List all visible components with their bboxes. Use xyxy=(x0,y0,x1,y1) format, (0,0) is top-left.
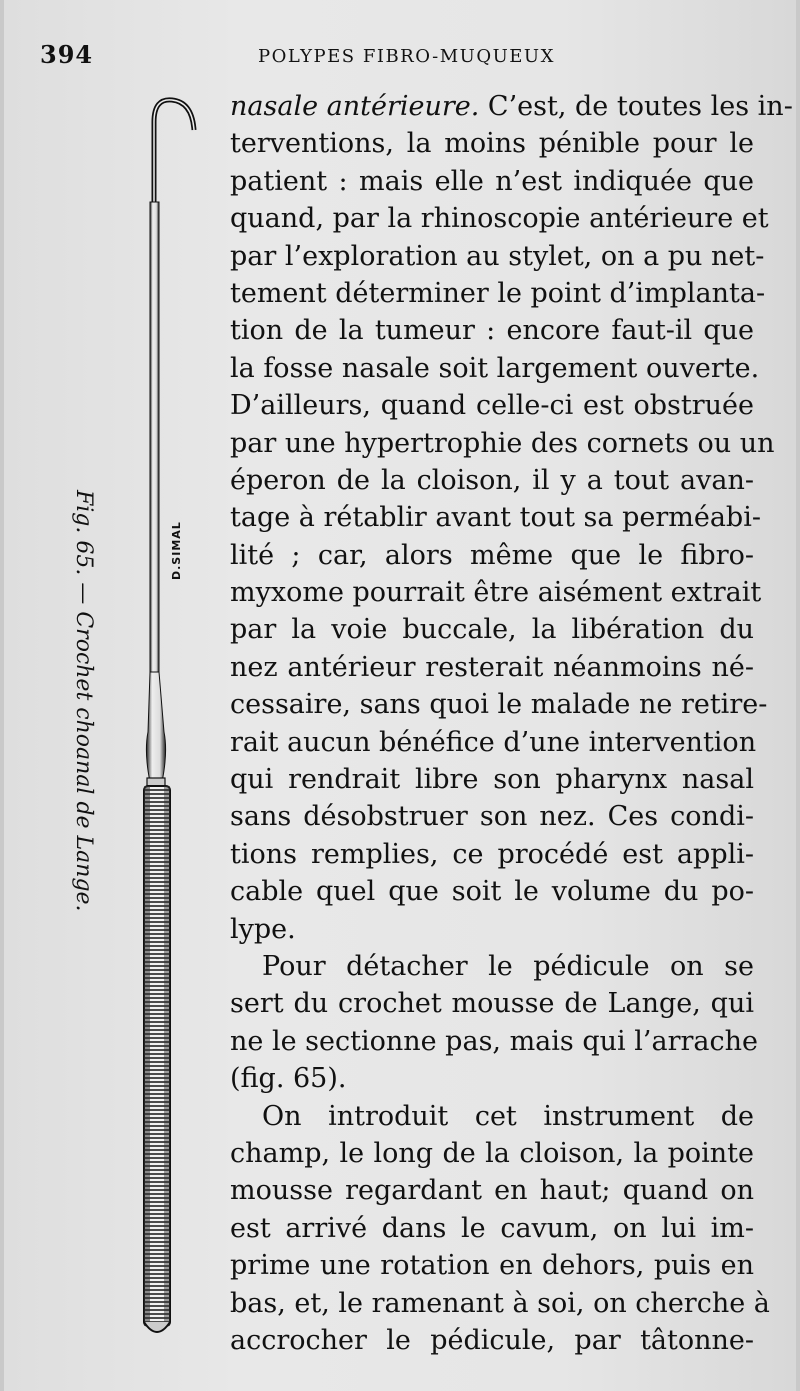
text-line: On introduit cet instrument de xyxy=(262,1100,754,1132)
text-line: quand, par la rhinoscopie antérieure et xyxy=(230,203,769,235)
text-line: bas, et, le ramenant à soi, on cherche à xyxy=(230,1287,770,1319)
text-line: cable quel que soit le volume du po- xyxy=(230,876,754,908)
line-rest: C’est, de toutes les in- xyxy=(487,91,793,122)
text-line: sert du crochet mousse de Lange, qui xyxy=(230,988,754,1020)
text-line: sans désobstruer son nez. Ces condi- xyxy=(230,801,754,833)
text-line: D’ailleurs, quand celle-ci est obstruée xyxy=(230,390,754,422)
text-line: tions remplies, ce procédé est appli- xyxy=(230,838,754,870)
text-line: rait aucun bénéfice d’une intervention xyxy=(230,726,757,758)
text-line: cessaire, sans quoi le malade ne retire- xyxy=(230,689,768,721)
text-line: mousse regardant en haut; quand on xyxy=(230,1175,754,1207)
text-line: terventions, la moins pénible pour le xyxy=(230,128,754,160)
text-line: tage à rétablir avant tout sa perméabi- xyxy=(230,502,761,534)
text-line: myxome pourrait être aisément extrait xyxy=(230,577,762,609)
crochet-illustration xyxy=(134,92,214,1342)
book-page xyxy=(4,0,796,1391)
text-line: champ, le long de la cloison, la pointe xyxy=(230,1137,754,1169)
engraver-signature: D.SIMAL xyxy=(170,521,183,580)
text-line: (fig. 65). xyxy=(230,1063,347,1095)
text-line: qui rendrait libre son pharynx nasal xyxy=(230,764,754,796)
text-line xyxy=(230,88,793,125)
text-line: lité ; car, alors même que le fibro- xyxy=(230,539,754,571)
text-line: prime une rotation en dehors, puis en xyxy=(230,1250,754,1282)
text-line: par une hypertrophie des cornets ou un xyxy=(230,427,775,459)
text-line: patient : mais elle n’est indiquée que xyxy=(230,165,754,197)
text-line: lype. xyxy=(230,913,296,945)
text-line: ne le sectionne pas, mais qui l’arrache xyxy=(230,1025,758,1057)
text-line: par la voie buccale, la libération du xyxy=(230,614,754,646)
text-line: Pour détacher le pédicule on se xyxy=(262,950,754,982)
page-number: 394 xyxy=(40,40,94,69)
body-text xyxy=(230,88,793,1359)
figure-caption: Fig. 65. — Crochet choanal de Lange. xyxy=(71,490,96,912)
text-line: éperon de la cloison, il y a tout avan- xyxy=(230,464,754,496)
text-line: nez antérieur resterait néanmoins né- xyxy=(230,651,754,683)
text-line: est arrivé dans le cavum, on lui im- xyxy=(230,1212,754,1244)
text-line: tion de la tumeur : encore faut-il que xyxy=(230,315,754,347)
text-line: accrocher le pédicule, par tâtonne- xyxy=(230,1324,754,1356)
text-line: la fosse nasale soit largement ouverte. xyxy=(230,352,760,384)
text-line: par l’exploration au stylet, on a pu net- xyxy=(230,240,765,272)
text-line: tement déterminer le point d’implanta- xyxy=(230,277,766,309)
running-head: POLYPES FIBRO-MUQUEUX xyxy=(258,46,555,67)
italic-phrase: nasale antérieure. xyxy=(230,91,480,122)
